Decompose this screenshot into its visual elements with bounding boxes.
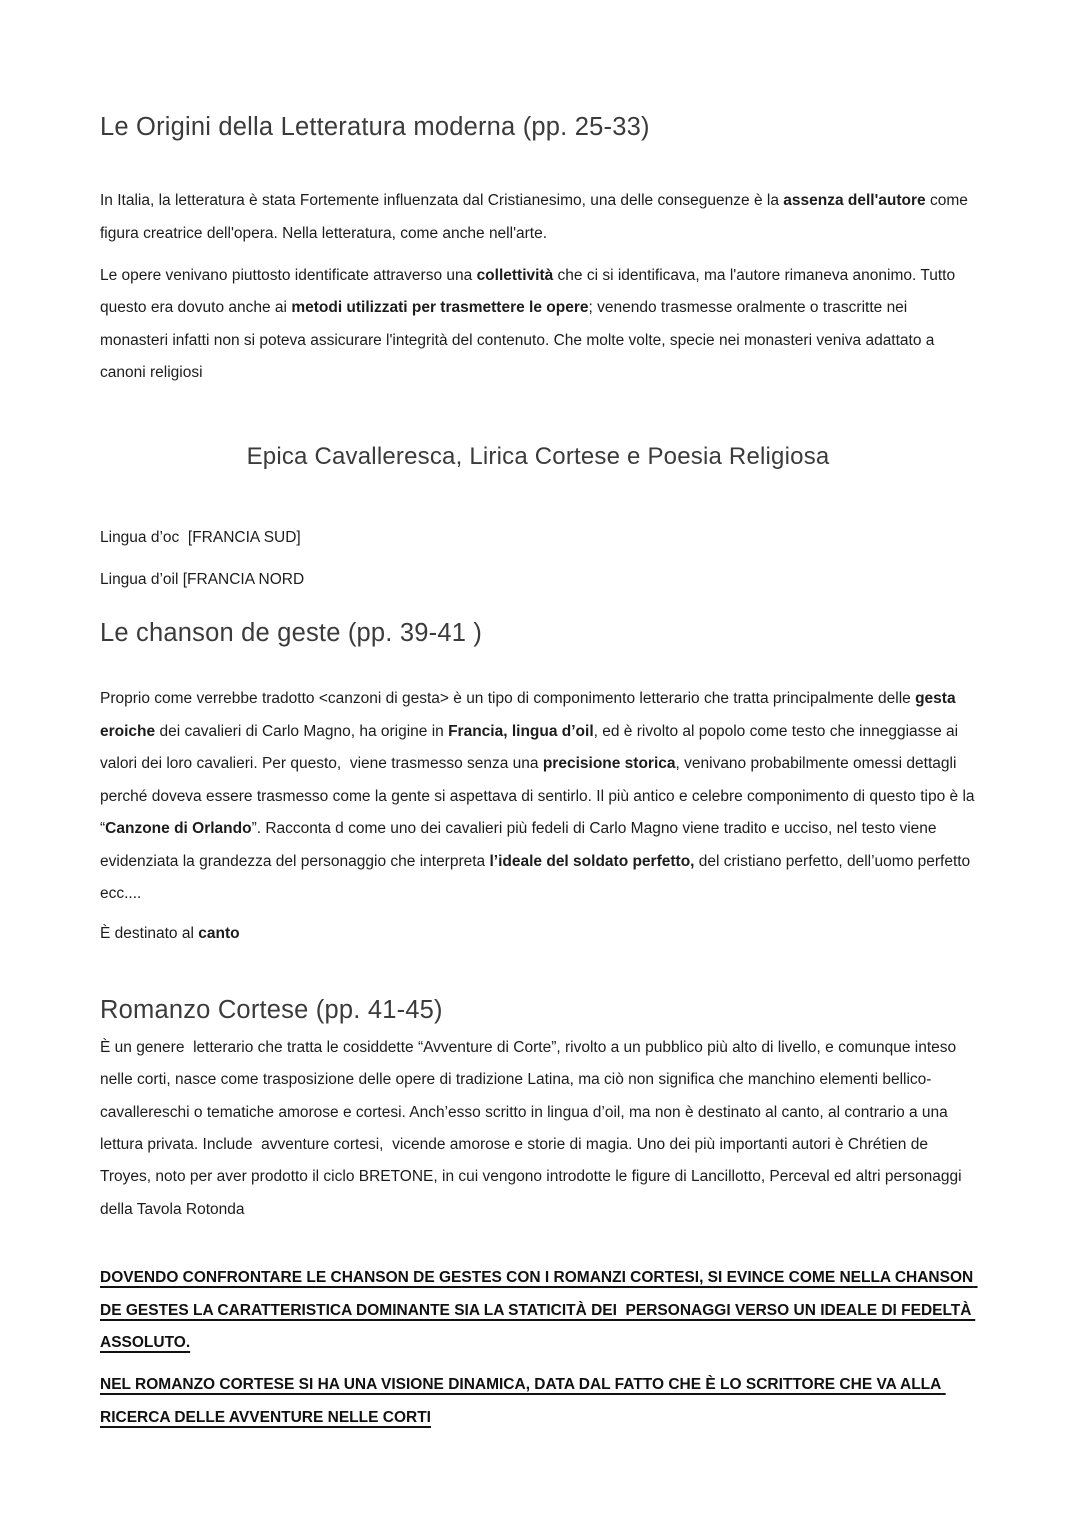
section-title-chanson-de-geste: Le chanson de geste (pp. 39-41 ): [100, 619, 483, 648]
paragraph-confronto-chanson-romanzi: DOVENDO CONFRONTARE LE CHANSON DE GESTES CON I ROMANZI CORTESI, SI EVINCE COME NELLA CHANSON DE GESTES LA CARATTERISTICA DOMINANTE SIA LA STATICITÀ DEI PERSONAGGI VERSO UN IDEALE DI FEDELTÀ ASSOLUTO.: [100, 1269, 978, 1352]
paragraph-collettivita: [100, 260, 976, 390]
text-run: metodi utilizzati per trasmettere le opere: [291, 299, 589, 317]
text-run: del cristiano perfetto, dell’uomo perfetto ecc....: [100, 852, 975, 902]
text-run: dei cavalieri di Carlo Magno, ha origine in: [155, 722, 449, 740]
text-run: Canzone di Orlando: [105, 820, 252, 838]
text-run: collettività: [476, 266, 554, 284]
line-lingua-doc: Lingua d’oc [FRANCIA SUD]: [100, 528, 301, 546]
text-run: precisione storica: [542, 755, 676, 773]
section-title-origini: Le Origini della Letteratura moderna (pp. 25-33): [100, 113, 650, 141]
text-run: l’ideale del soldato perfetto,: [489, 852, 695, 870]
paragraph-visione-dinamica: NEL ROMANZO CORTESE SI HA UNA VISIONE DINAMICA, DATA DAL FATTO CHE È LO SCRITTORE CHE VA ALLA RICERCA DELLE AVVENTURE NELLE CORTI: [100, 1376, 946, 1426]
text-run: In Italia, la letteratura è stata Fortemente influenzata dal Cristianesimo, una delle conseguenze è la: [100, 192, 784, 210]
paragraph-chanson-de-geste: [100, 683, 979, 910]
paragraph-influenza-cristianesimo: [100, 185, 976, 250]
text-run: che ci si identificava, ma l'autore rimaneva anonimo. Tutto questo era dovuto anche ai: [100, 266, 960, 317]
text-run: , ed è rivolto al popolo come testo che inneggiasse ai valori dei loro cavalieri. Per questo, viene trasmesso senza una: [100, 722, 963, 773]
text-run: gesta eroiche: [100, 690, 960, 740]
text-run: ; venendo trasmesse oralmente o trascritte nei monasteri infatti non si poteva assicurare l'integrità del contenuto. Che molte volte, specie nei monasteri veniva adattato a canoni religiosi: [100, 299, 939, 382]
paragraph-destinato-al-canto: [100, 918, 976, 950]
text-run: È destinato al: [100, 925, 199, 943]
text-run: Proprio come verrebbe tradotto <canzoni di gesta> è un tipo di componimento letterario che tratta principalmente delle: [100, 690, 916, 708]
text-run: come figura creatrice dell'opera. Nella letteratura, come anche nell'arte.: [100, 192, 973, 242]
line-lingua-doil: Lingua d’oil [FRANCIA NORD: [100, 570, 305, 588]
section-title-epica-cavalleresca: Epica Cavalleresca, Lirica Cortese e Poesia Religiosa: [246, 442, 830, 470]
text-run: ”. Racconta d come uno dei cavalieri più fedeli di Carlo Magno viene tradito e ucciso, nel testo viene evidenziata la grandezza del personaggio che interpreta: [100, 820, 941, 870]
text-run: È un genere letterario che tratta le cosiddette “Avventure di Corte”, rivolto a un pubblico più alto di livello, e comunque inteso nelle corti, nasce come trasposizione delle opere di tradizione Latina, ma ciò non significa che manchino elementi bellico- cavallereschi o tematiche amorose e cortesi. Anch’esso scritto in lingua d’oil, ma non è destinato al canto, al contrario a una lettura privata. Include avventure cortesi, vicende amorose e storie di magia. Uno dei più importanti autori è Chrétien de Troyes, noto per aver prodotto il ciclo BRETONE, in cui vengono introdotte le figure di Lancillotto, Perceval ed altri personaggi della Tavola Rotonda: [100, 1038, 966, 1218]
text-run: , venivano probabilmente omessi dettagli perché doveva essere trasmesso come la gente si aspettava di sentirlo. Il più antico e celebre componimento di questo tipo è la “: [100, 755, 979, 838]
paragraph-romanzo-cortese: [100, 1032, 976, 1226]
section-title-romanzo-cortese: Romanzo Cortese (pp. 41-45): [100, 995, 443, 1024]
text-run: Le opere venivano piuttosto identificate attraverso una: [100, 266, 477, 284]
text-run: canto: [198, 925, 240, 943]
text-run: Francia, lingua d’oil: [448, 722, 594, 740]
text-run: assenza dell'autore: [783, 192, 926, 210]
